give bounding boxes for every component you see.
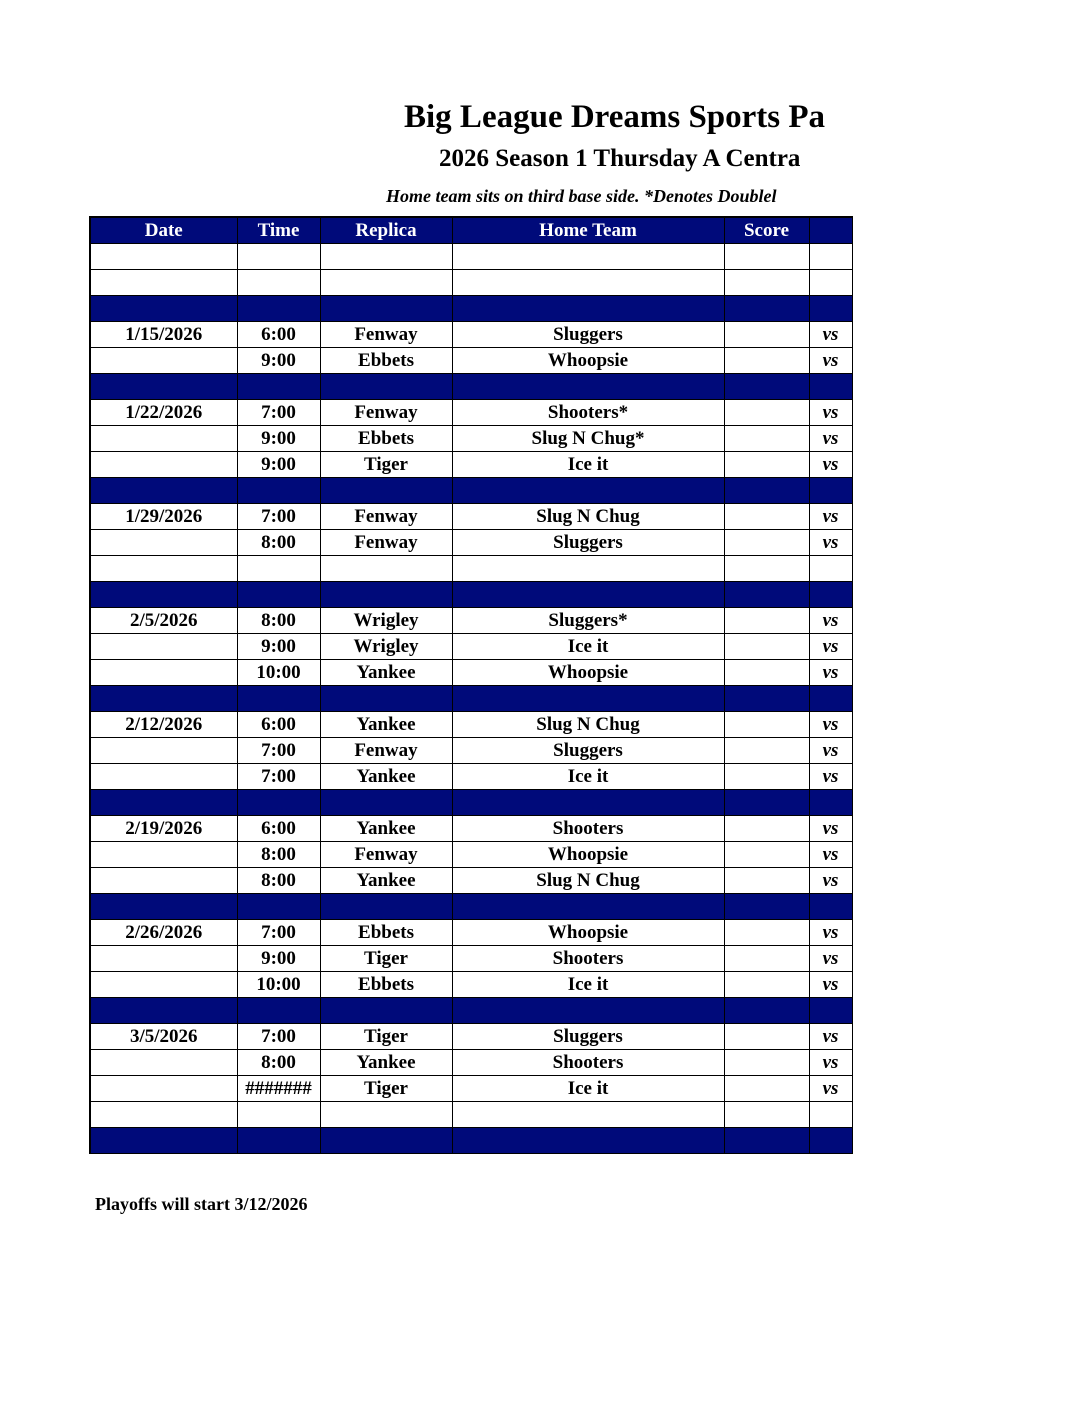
score-cell [724,738,809,764]
score-cell [724,296,809,322]
week-separator-row [90,296,852,322]
time-cell [237,244,320,270]
time-cell: 6:00 [237,712,320,738]
game-row [90,348,852,374]
vs-cell: vs [809,348,852,374]
game-row [90,764,852,790]
schedule-table [89,216,853,1154]
score-cell [724,1076,809,1102]
date-cell: 2/5/2026 [90,608,237,634]
vs-cell: vs [809,426,852,452]
week-separator-row [90,374,852,400]
game-row [90,322,852,348]
date-cell: 2/19/2026 [90,816,237,842]
vs-cell [809,478,852,504]
replica-cell: Fenway [320,842,452,868]
replica-cell: Yankee [320,868,452,894]
home-team-cell: Slug N Chug [452,712,724,738]
time-cell: 9:00 [237,634,320,660]
vs-cell: vs [809,452,852,478]
vs-cell: vs [809,530,852,556]
date-cell [90,348,237,374]
date-cell [90,296,237,322]
replica-cell [320,270,452,296]
replica-cell [320,894,452,920]
score-cell [724,556,809,582]
game-row [90,530,852,556]
date-cell [90,478,237,504]
replica-cell [320,556,452,582]
vs-cell: vs [809,1076,852,1102]
time-cell [237,790,320,816]
replica-cell: Fenway [320,400,452,426]
game-row [90,504,852,530]
home-team-cell: Slug N Chug [452,504,724,530]
replica-cell [320,582,452,608]
column-header-home-team: Home Team [452,217,724,244]
game-row [90,842,852,868]
home-team-cell: Ice it [452,634,724,660]
score-cell [724,582,809,608]
replica-cell [320,1102,452,1128]
date-cell [90,452,237,478]
score-cell [724,478,809,504]
time-cell [237,894,320,920]
time-cell: 7:00 [237,738,320,764]
vs-cell [809,270,852,296]
score-cell [724,842,809,868]
vs-cell [809,894,852,920]
empty-row [90,556,852,582]
game-row [90,634,852,660]
home-team-cell: Shooters* [452,400,724,426]
game-row [90,816,852,842]
time-cell [237,686,320,712]
score-cell [724,972,809,998]
vs-cell [809,244,852,270]
column-header-date: Date [90,217,237,244]
empty-row [90,270,852,296]
score-cell [724,894,809,920]
replica-cell: Tiger [320,946,452,972]
replica-cell: Yankee [320,712,452,738]
score-cell [724,660,809,686]
score-cell [724,712,809,738]
replica-cell: Fenway [320,322,452,348]
home-team-cell [452,374,724,400]
time-cell: 9:00 [237,946,320,972]
date-cell [90,842,237,868]
date-cell [90,764,237,790]
time-cell: ####### [237,1076,320,1102]
home-team-cell [452,998,724,1024]
home-team-cell: Sluggers [452,322,724,348]
time-cell [237,998,320,1024]
time-cell [237,556,320,582]
home-team-cell: Ice it [452,1076,724,1102]
time-cell: 8:00 [237,1050,320,1076]
date-cell [90,998,237,1024]
score-cell [724,1024,809,1050]
vs-cell: vs [809,660,852,686]
replica-cell: Fenway [320,530,452,556]
date-cell [90,1102,237,1128]
home-team-cell: Ice it [452,764,724,790]
replica-cell [320,244,452,270]
game-row [90,400,852,426]
home-team-cell: Sluggers [452,530,724,556]
score-cell [724,1102,809,1128]
home-team-cell: Ice it [452,452,724,478]
time-cell [237,478,320,504]
home-team-cell [452,244,724,270]
date-cell [90,972,237,998]
week-separator-row [90,790,852,816]
replica-cell: Ebbets [320,920,452,946]
time-cell: 9:00 [237,452,320,478]
vs-cell: vs [809,816,852,842]
game-row [90,868,852,894]
date-cell [90,270,237,296]
home-team-cell: Sluggers [452,738,724,764]
replica-cell [320,686,452,712]
score-cell [724,816,809,842]
vs-cell: vs [809,1024,852,1050]
score-cell [724,244,809,270]
vs-cell: vs [809,634,852,660]
home-team-cell: Sluggers [452,1024,724,1050]
vs-cell [809,686,852,712]
date-cell [90,634,237,660]
date-cell [90,1076,237,1102]
score-cell [724,426,809,452]
game-row [90,712,852,738]
replica-cell [320,374,452,400]
time-cell [237,296,320,322]
home-team-cell [452,686,724,712]
replica-cell: Yankee [320,1050,452,1076]
vs-cell: vs [809,322,852,348]
game-row [90,972,852,998]
date-cell: 1/29/2026 [90,504,237,530]
home-team-cell [452,1102,724,1128]
home-team-cell: Whoopsie [452,920,724,946]
game-row [90,738,852,764]
score-cell [724,920,809,946]
time-cell: 7:00 [237,1024,320,1050]
vs-cell [809,998,852,1024]
game-row [90,452,852,478]
replica-cell [320,1128,452,1154]
date-cell [90,530,237,556]
home-team-cell [452,478,724,504]
replica-cell: Yankee [320,764,452,790]
column-header-score: Score [724,217,809,244]
header-row [90,217,852,244]
score-cell [724,946,809,972]
week-separator-row [90,686,852,712]
game-row [90,1024,852,1050]
time-cell: 8:00 [237,868,320,894]
week-separator-row [90,894,852,920]
date-cell: 2/12/2026 [90,712,237,738]
home-team-cell [452,556,724,582]
date-cell: 1/15/2026 [90,322,237,348]
vs-cell [809,1128,852,1154]
empty-row [90,1102,852,1128]
game-row [90,946,852,972]
replica-cell: Tiger [320,1076,452,1102]
vs-cell [809,296,852,322]
date-cell [90,660,237,686]
date-cell [90,868,237,894]
vs-cell [809,1102,852,1128]
time-cell: 8:00 [237,530,320,556]
score-cell [724,764,809,790]
replica-cell: Ebbets [320,426,452,452]
header [0,0,851,215]
time-cell [237,582,320,608]
replica-cell [320,478,452,504]
game-row [90,660,852,686]
page-title: Big League Dreams Sports Pa [404,99,826,135]
time-cell: 6:00 [237,816,320,842]
vs-cell: vs [809,972,852,998]
replica-cell [320,790,452,816]
vs-cell [809,374,852,400]
vs-cell: vs [809,842,852,868]
score-cell [724,790,809,816]
column-header-vs [809,217,852,244]
time-cell [237,270,320,296]
score-cell [724,686,809,712]
game-row [90,920,852,946]
date-cell [90,738,237,764]
vs-cell [809,556,852,582]
score-cell [724,504,809,530]
home-team-cell: Slug N Chug [452,868,724,894]
score-cell [724,322,809,348]
vs-cell [809,582,852,608]
game-row [90,608,852,634]
home-team-cell [452,790,724,816]
replica-cell: Yankee [320,660,452,686]
vs-cell: vs [809,868,852,894]
home-team-cell: Slug N Chug* [452,426,724,452]
game-row [90,1076,852,1102]
time-cell: 8:00 [237,608,320,634]
home-team-cell: Ice it [452,972,724,998]
vs-cell: vs [809,400,852,426]
page-subtitle: 2026 Season 1 Thursday A Centra [439,145,801,172]
home-team-cell [452,270,724,296]
score-cell [724,530,809,556]
home-team-cell [452,582,724,608]
home-team-cell: Shooters [452,1050,724,1076]
score-cell [724,998,809,1024]
replica-cell: Tiger [320,452,452,478]
time-cell: 6:00 [237,322,320,348]
time-cell [237,1102,320,1128]
schedule-body [90,244,852,1154]
vs-cell: vs [809,764,852,790]
date-cell [90,790,237,816]
week-separator-row [90,478,852,504]
score-cell [724,608,809,634]
vs-cell: vs [809,608,852,634]
score-cell [724,400,809,426]
replica-cell: Ebbets [320,972,452,998]
date-cell [90,426,237,452]
date-cell [90,894,237,920]
vs-cell: vs [809,712,852,738]
date-cell [90,374,237,400]
vs-cell: vs [809,946,852,972]
time-cell: 7:00 [237,400,320,426]
date-cell [90,1128,237,1154]
home-team-note: Home team sits on third base side. *Denotes Doublel [386,186,777,206]
score-cell [724,452,809,478]
replica-cell [320,296,452,322]
playoffs-note: Playoffs will start 3/12/2026 [95,1194,308,1214]
time-cell: 10:00 [237,972,320,998]
home-team-cell: Shooters [452,816,724,842]
score-cell [724,634,809,660]
score-cell [724,374,809,400]
home-team-cell [452,296,724,322]
vs-cell: vs [809,1050,852,1076]
game-row [90,426,852,452]
date-cell: 3/5/2026 [90,1024,237,1050]
replica-cell: Fenway [320,504,452,530]
week-separator-row [90,998,852,1024]
vs-cell: vs [809,920,852,946]
time-cell: 10:00 [237,660,320,686]
replica-cell: Wrigley [320,634,452,660]
date-cell [90,582,237,608]
replica-cell: Ebbets [320,348,452,374]
time-cell: 7:00 [237,920,320,946]
vs-cell: vs [809,738,852,764]
time-cell [237,374,320,400]
column-header-time: Time [237,217,320,244]
score-cell [724,348,809,374]
time-cell: 8:00 [237,842,320,868]
date-cell: 1/22/2026 [90,400,237,426]
replica-cell: Yankee [320,816,452,842]
home-team-cell [452,1128,724,1154]
week-separator-row [90,582,852,608]
date-cell [90,946,237,972]
home-team-cell: Whoopsie [452,842,724,868]
week-separator-row [90,1128,852,1154]
score-cell [724,270,809,296]
vs-cell: vs [809,504,852,530]
home-team-cell: Shooters [452,946,724,972]
home-team-cell: Whoopsie [452,660,724,686]
empty-row [90,244,852,270]
time-cell: 9:00 [237,426,320,452]
date-cell [90,244,237,270]
replica-cell: Wrigley [320,608,452,634]
home-team-cell: Whoopsie [452,348,724,374]
time-cell: 9:00 [237,348,320,374]
date-cell [90,556,237,582]
score-cell [724,1128,809,1154]
home-team-cell [452,894,724,920]
score-cell [724,868,809,894]
replica-cell: Fenway [320,738,452,764]
time-cell: 7:00 [237,504,320,530]
date-cell [90,686,237,712]
vs-cell [809,790,852,816]
date-cell [90,1050,237,1076]
replica-cell: Tiger [320,1024,452,1050]
date-cell: 2/26/2026 [90,920,237,946]
time-cell: 7:00 [237,764,320,790]
home-team-cell: Sluggers* [452,608,724,634]
score-cell [724,1050,809,1076]
replica-cell [320,998,452,1024]
column-header-replica: Replica [320,217,452,244]
time-cell [237,1128,320,1154]
game-row [90,1050,852,1076]
